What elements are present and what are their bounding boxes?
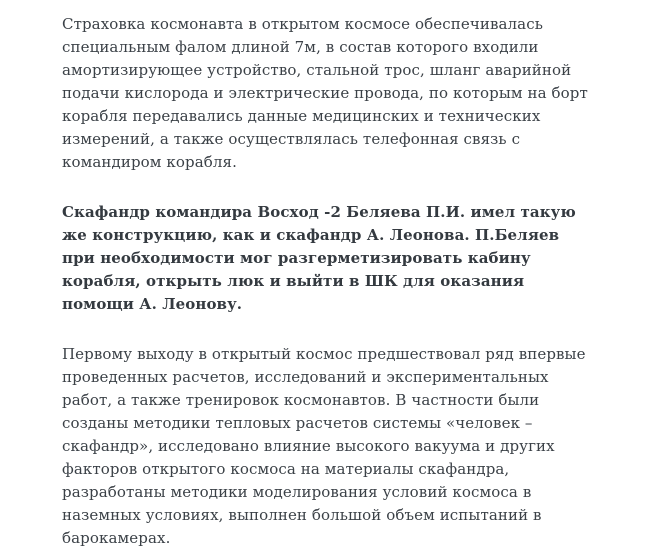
paragraph-preparation-research: Первому выходу в открытый космос предшествовал ряд впервые проведенных расчетов, исследований и экспериментальных работ, а также тренировок космонавтов. В частности были созданы методики тепловых расчетов системы «человек – скафандр», исследовано влияние высокого вакуума и других факторов открытого космоса на материалы скафандра, разработаны методики моделирования условий космоса в наземных условиях, выполнен большой объем испытаний в барокамерах. xyxy=(62,345,586,547)
paragraph-tether-insurance: Страховка космонавта в открытом космосе обеспечивалась специальным фалом длиной 7м, в состав которого входили амортизирующее устройство, стальной трос, шланг аварийной подачи кислорода и электрические провода, по которым на борт корабля передавались данные медицинских и технических измерений, а также осуществлялась телефонная связь с командиром корабля. xyxy=(62,15,588,171)
paragraph-commander-suit: Скафандр командира Восход -2 Беляева П.И. имел такую же конструкцию, как и скафандр А. Леонова. П.Беляев при необходимости мог разгерметизировать кабину корабля, открыть люк и выйти в ШК для оказания помощи А. Леонову. xyxy=(62,203,576,313)
